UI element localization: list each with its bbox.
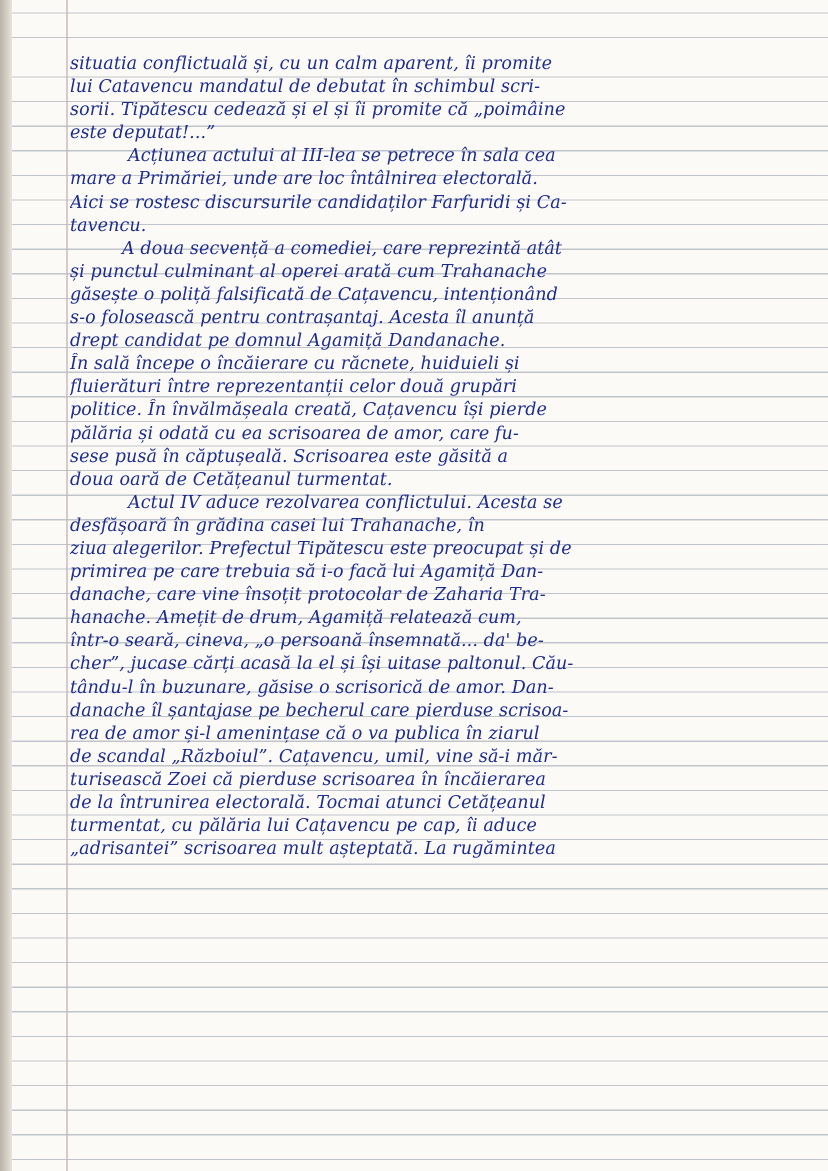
text-line: Aici se rostesc discursurile candidaților Farfuridi și Ca- bbox=[70, 192, 567, 213]
text-line: primirea pe care trebuia să i-o facă lui Agamiță Dan- bbox=[70, 562, 544, 583]
text-line: Actul IV aduce rezolvarea conflictului. Acesta se bbox=[128, 492, 563, 513]
text-line: într-o seară, cineva, „o persoană însemnată... da' be- bbox=[70, 631, 544, 652]
text-line: situatia conflictuală și, cu un calm aparent, îi promite bbox=[70, 54, 553, 74]
margin-line bbox=[66, 0, 68, 1171]
text-line: danache, care vine însoțit protocolar de Zaharia Tra- bbox=[70, 585, 546, 606]
text-line: găsește o poliță falsificată de Cațavencu, intenționând bbox=[70, 284, 558, 305]
text-line: de scandal „Războiul”. Cațavencu, umil, vine să-i măr- bbox=[70, 746, 558, 767]
text-line: tându-l în buzunare, găsise o scrisorică de amor. Dan- bbox=[70, 677, 554, 698]
text-line: A doua secvență a comediei, care reprezintă atât bbox=[122, 238, 563, 259]
text-line: fluierături între reprezentanții celor două grupări bbox=[70, 377, 517, 398]
text-line: este deputat!...” bbox=[70, 123, 216, 144]
page-binding bbox=[0, 0, 12, 1171]
text-line: „adrisantei” scrisoarea mult așteptată. La rugămintea bbox=[70, 839, 556, 860]
text-line: turisească Zoei că pierduse scrisoarea în încăierarea bbox=[70, 769, 546, 790]
text-line: turmentat, cu pălăria lui Cațavencu pe cap, îi aduce bbox=[70, 816, 537, 837]
text-line: mare a Primăriei, unde are loc întâlnirea electorală. bbox=[70, 169, 538, 190]
text-line: sese pusă în căptușeală. Scrisoarea este găsită a bbox=[70, 446, 509, 467]
text-line: pălăria și odată cu ea scrisoarea de amor, care fu- bbox=[70, 423, 519, 444]
text-line: desfășoară în grădina casei lui Trahanache, în bbox=[70, 515, 485, 536]
text-line: ziua alegerilor. Prefectul Tipătescu este preocupat și de bbox=[70, 538, 572, 559]
text-line: tavencu. bbox=[70, 215, 147, 236]
text-line: și punctul culminant al operei arată cum Trahanache bbox=[70, 261, 548, 282]
text-line: hanache. Amețit de drum, Agamiță relatează cum, bbox=[70, 608, 522, 629]
text-line: politice. În învălmășeala creată, Cațavencu își pierde bbox=[70, 400, 547, 421]
text-line: doua oară de Cetățeanul turmentat. bbox=[70, 469, 393, 490]
text-line: Acțiunea actului al III-lea se petrece în sala cea bbox=[128, 146, 556, 167]
handwritten-text bbox=[70, 53, 805, 861]
text-line: sorii. Tipătescu cedează și el și îi promite că „poimâine bbox=[70, 100, 566, 121]
text-line: cher”, jucase cărți acasă la el și își uitase paltonul. Cău- bbox=[70, 654, 574, 675]
text-line: În sală începe o încăierare cu răcnete, huiduieli și bbox=[70, 354, 520, 375]
text-line: danache îl șantajase pe becherul care pierduse scrisoa- bbox=[70, 700, 569, 721]
text-line: de la întrunirea electorală. Tocmai atunci Cetățeanul bbox=[70, 793, 546, 813]
text-line: s-o folosească pentru contrașantaj. Acesta îl anunță bbox=[70, 308, 535, 329]
text-line: lui Catavencu mandatul de debutat în schimbul scri- bbox=[70, 77, 541, 98]
text-line: rea de amor și-l amenințase că o va publica în ziarul bbox=[70, 723, 540, 744]
text-line: drept candidat pe domnul Agamiță Dandanache. bbox=[70, 331, 506, 352]
